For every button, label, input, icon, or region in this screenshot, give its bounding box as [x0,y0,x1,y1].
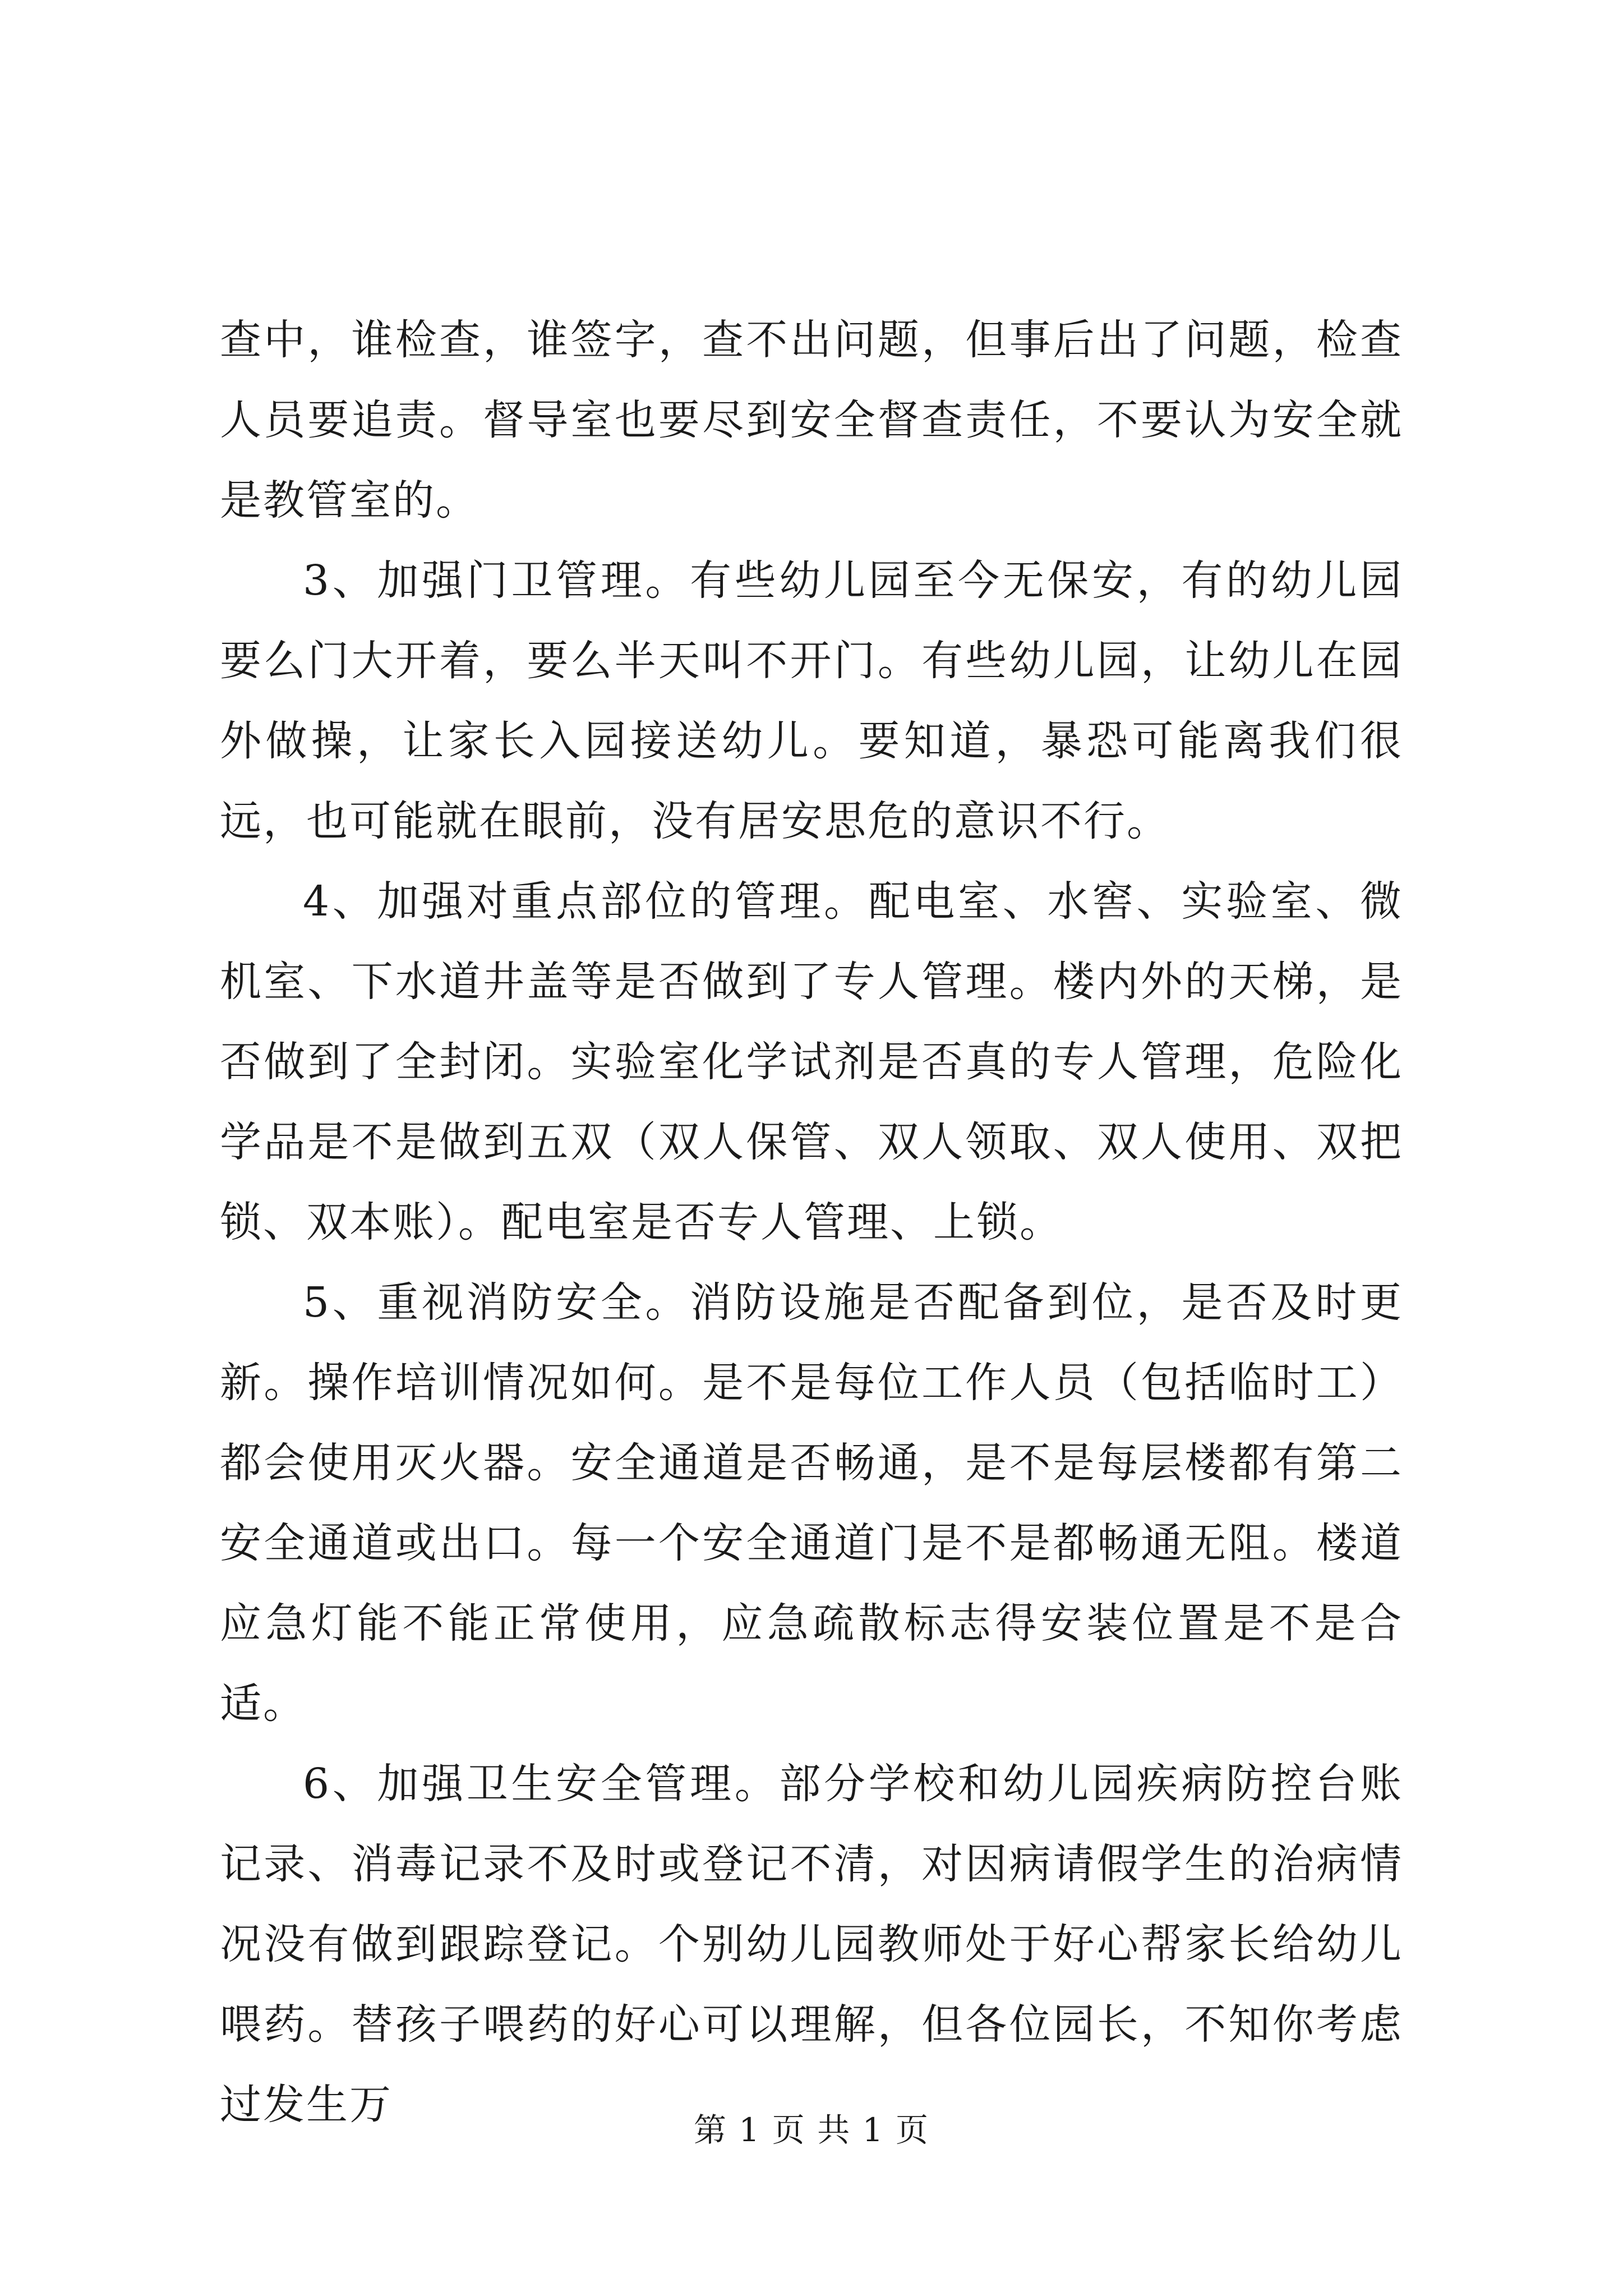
paragraph-fire-safety: 5、重视消防安全。消防设施是否配备到位，是否及时更新。操作培训情况如何。是不是每位工作人员（包括临时工）都会使用灭火器。安全通道是否畅通，是不是每层楼都有第二安全通道或出口。每一个安全通道门是不是都畅通无阻。楼道应急灯能不能正常使用，应急疏散标志得安装位置是不是合适。 [220,1278,1403,1728]
paragraph-gate-management: 3、加强门卫管理。有些幼儿园至今无保安，有的幼儿园要么门大开着，要么半天叫不开门。有些幼儿园，让幼儿在园外做操，让家长入园接送幼儿。要知道，暴恐可能离我们很远，也可能就在眼前，没有居安思危的意识不行。 [220,556,1403,845]
page-footer: 第 1 页 共 1 页 [694,2111,929,2149]
document-body [220,300,1403,2145]
paragraph-continuation: 查中，谁检查，谁签字，查不出问题，但事后出了问题，检查人员要追责。督导室也要尽到安全督查责任，不要认为安全就是教管室的。 [220,316,1403,524]
paragraph-key-areas: 4、加强对重点部位的管理。配电室、水窖、实验室、微机室、下水道井盖等是否做到了专人管理。楼内外的天梯，是否做到了全封闭。实验室化学试剂是否真的专人管理，危险化学品是不是做到五双（双人保管、双人领取、双人使用、双把锁、双本账）。配电室是否专人管理、上锁。 [220,877,1403,1246]
paragraph-health-safety: 6、加强卫生安全管理。部分学校和幼儿园疾病防控台账记录、消毒记录不及时或登记不清，对因病请假学生的治病情况没有做到跟踪登记。个别幼儿园教师处于好心帮家长给幼儿喂药。替孩子喂药的好心可以理解，但各位园长，不知你考虑过发生万 [220,1760,1403,2129]
